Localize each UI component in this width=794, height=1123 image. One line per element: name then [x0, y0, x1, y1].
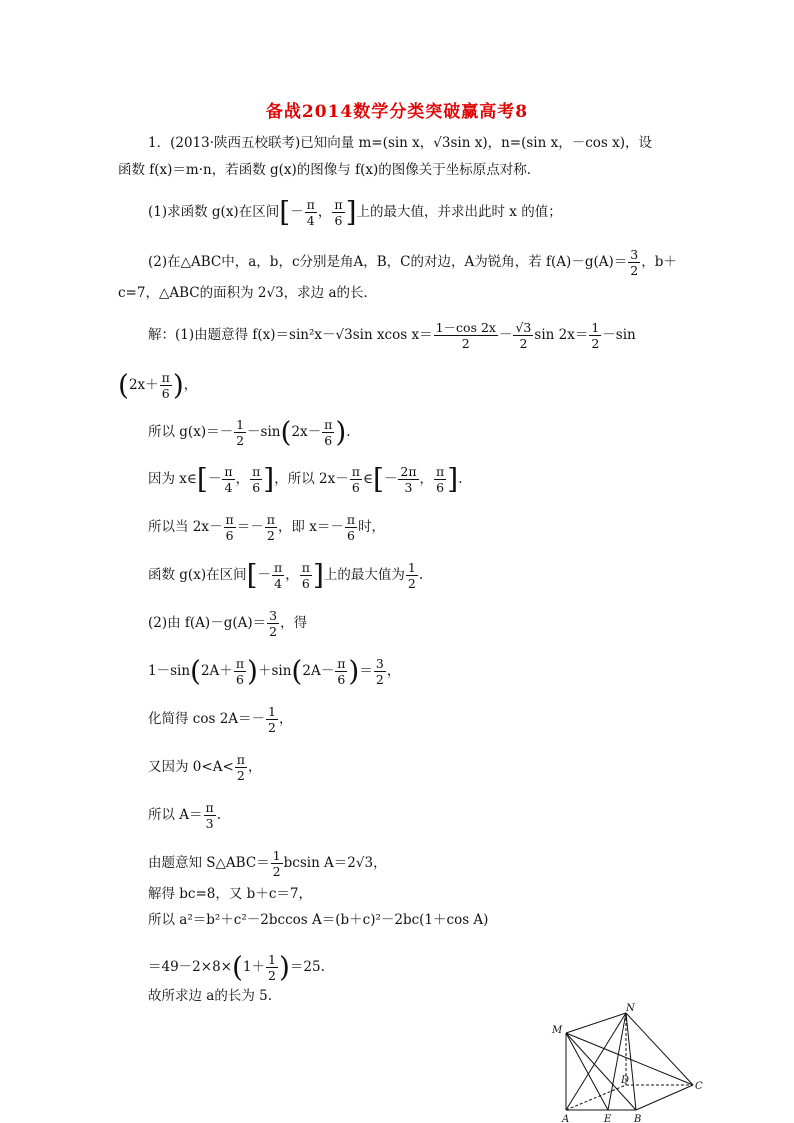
solution-line-6: (2)由 f(A)－g(A)＝ $\frac{3}{2}$ ，得	[148, 608, 308, 639]
solution-line-11: 由题意知 S△ABC＝ $\frac{1}{2}$ bcsin A＝2√3，	[148, 848, 387, 879]
solution-line-1: 解：(1)由题意得 f(x)＝sin²x－√3sin xcos x＝ $\frac{1-\cos 2x}{2}$ － $\frac{√3}{2}$ sin 2x＝ $\frac{1}{2}$ －sin	[148, 320, 636, 351]
solution-line-13: 所以 a²＝b²＋c²－2bccos A＝(b＋c)²－2bc(1＋cos A)	[148, 912, 489, 928]
problem-line-2: 函数 f(x)＝m·n，若函数 g(x)的图像与 f(x)的图像关于坐标原点对称．	[118, 162, 541, 178]
solution-line-12: 解得 bc=8，又 b＋c＝7，	[148, 886, 312, 902]
question-2: (2)在△ABC中，a，b，c分别是角A，B，C的对边，A为锐角，若 f(A)－g(A)＝ $\frac{3}{2}$ ，b＋	[148, 247, 677, 278]
solution-line-4: 所以当 2x－ $\frac{\pi}{6}$ ＝－ $\frac{\pi}{2}$ ，即 x＝－ $\frac{\pi}{6}$ 时，	[148, 512, 386, 543]
label-D: D	[621, 1075, 630, 1086]
label-E: E	[604, 1114, 612, 1123]
problem-line-1: 1．(2013·陕西五校联考)已知向量 m=(sin x，√3sin x)，n=(sin x，－cos x)，设	[148, 135, 652, 151]
question-1: (1)求函数 g(x)在区间[－ $\frac{\pi}{4}$ ， $\frac{\pi}{6}$ ]上的最大值，并求出此时 x 的值；	[148, 195, 562, 229]
solution-line-7: 1－sin(2A＋ $\frac{\pi}{6}$ )＋sin(2A－ $\frac{\pi}{6}$ )＝ $\frac{3}{2}$ ，	[148, 654, 401, 688]
solution-line-9: 又因为 0<A< $\frac{\pi}{2}$ ，	[148, 752, 262, 783]
label-N: N	[626, 1003, 635, 1014]
solution-line-1-cont: (2x＋ $\frac{\pi}{6}$ )，	[118, 368, 198, 402]
label-M: M	[552, 1025, 563, 1036]
label-A: A	[562, 1114, 570, 1123]
solution-line-14: ＝49－2×8×(1＋ $\frac{1}{2}$ )＝25.	[148, 950, 325, 984]
solution-line-2: 所以 g(x)＝－ $\frac{1}{2}$ －sin(2x－ $\frac{\pi}{6}$ ).	[148, 415, 351, 449]
solution-line-15: 故所求边 a的长为 5.	[148, 988, 273, 1004]
geometry-figure	[548, 1003, 708, 1123]
solution-line-5: 函数 g(x)在区间[－ $\frac{\pi}{4}$ ， $\frac{\pi}{6}$ ]上的最大值为 $\frac{1}{2}$ .	[148, 558, 424, 592]
label-B: B	[634, 1114, 642, 1123]
page-title: 备战2014数学分类突破赢高考8	[265, 102, 529, 122]
question-2-cont: c=7，△ABC的面积为 2√3，求边 a的长．	[118, 285, 378, 301]
solution-line-10: 所以 A＝ $\frac{\pi}{3}$ .	[148, 800, 222, 831]
solution-line-8: 化简得 cos 2A＝－ $\frac{1}{2}$ ，	[148, 704, 293, 735]
solution-line-3: 因为 x∈[－ $\frac{\pi}{4}$ ， $\frac{\pi}{6}$ ]，所以 2x－ $\frac{\pi}{6}$ ∈[－ $\frac{2\pi}{3}$ ， $\frac{\pi}{6}$ ].	[148, 462, 463, 496]
label-C: C	[695, 1081, 703, 1092]
